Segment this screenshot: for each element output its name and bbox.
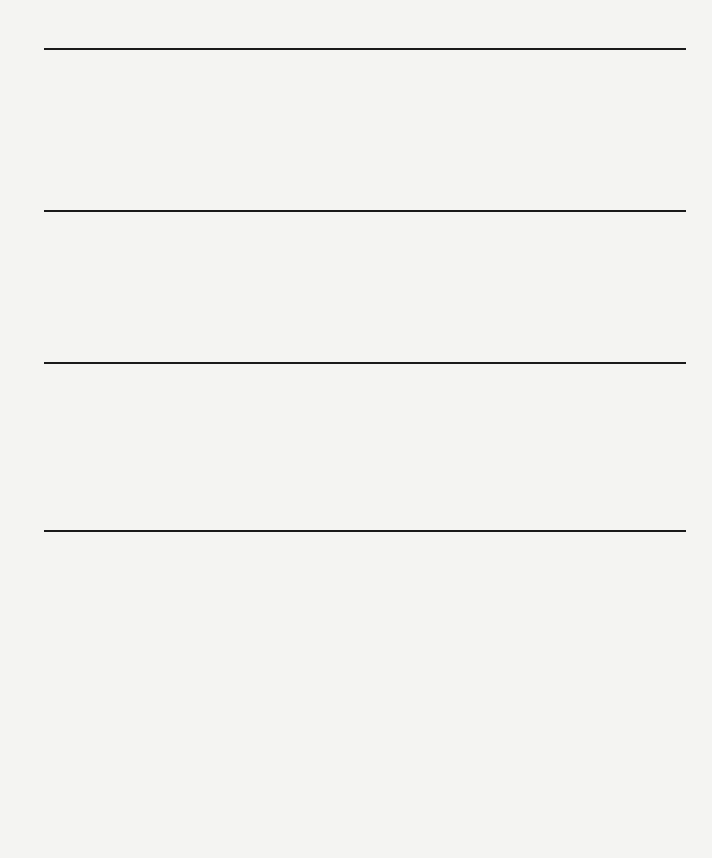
constitution-rankings-table	[44, 362, 686, 364]
indices-table	[44, 530, 686, 532]
history-table	[44, 48, 686, 50]
infrastructure-table	[44, 210, 686, 212]
